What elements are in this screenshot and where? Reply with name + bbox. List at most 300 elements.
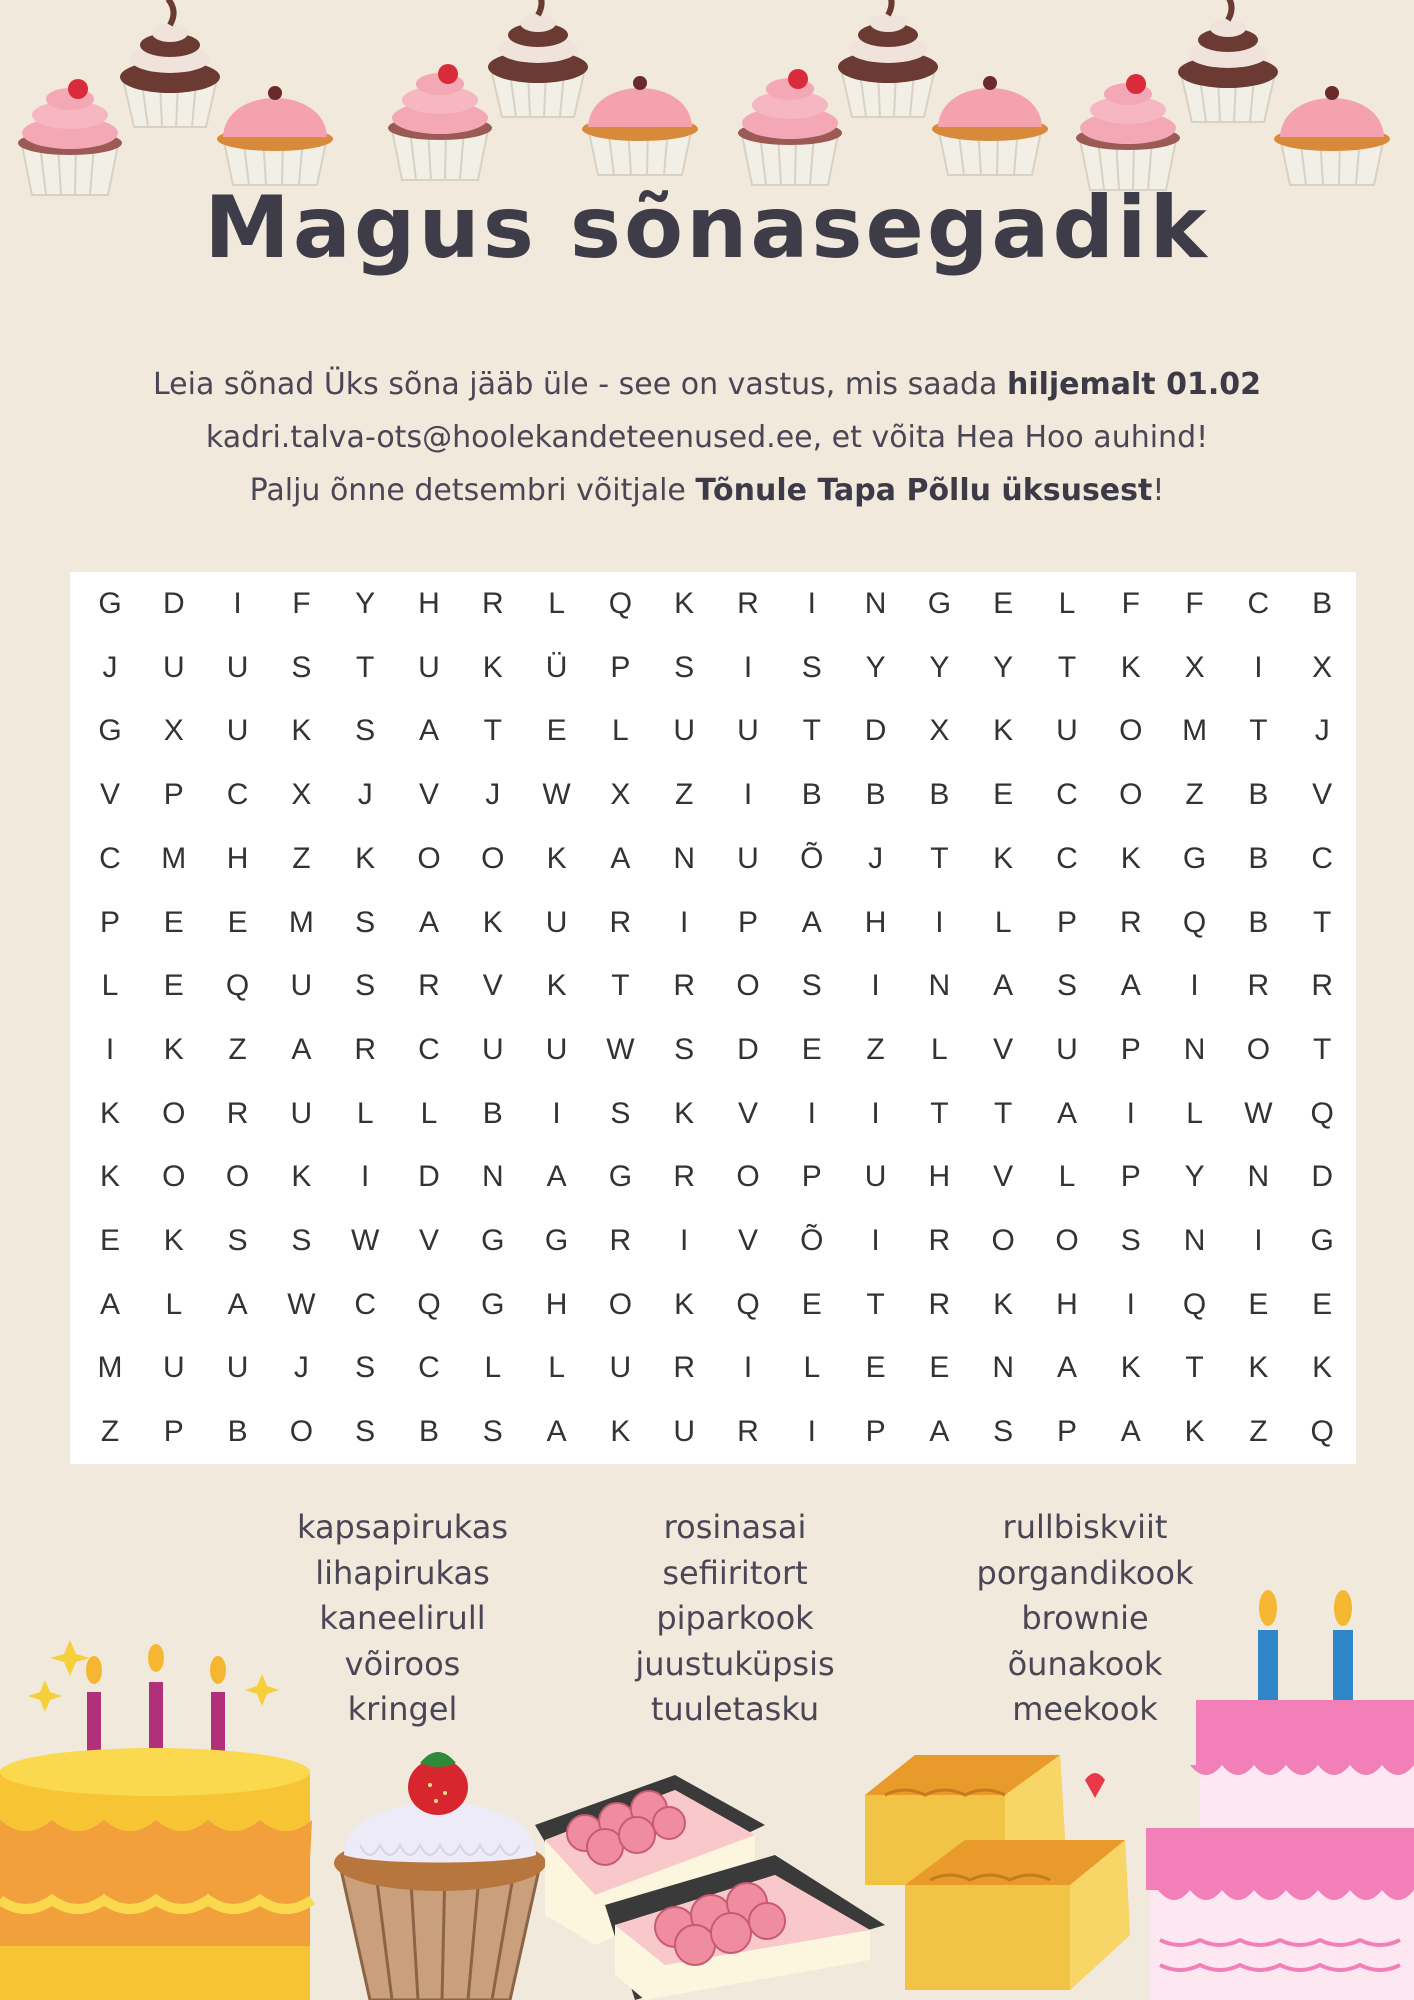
grid-letter: S: [355, 1351, 376, 1385]
grid-letter: I: [361, 1160, 370, 1194]
grid-letter: E: [801, 1032, 822, 1066]
grid-letter: S: [291, 650, 312, 684]
grid-letter: U: [481, 1032, 504, 1066]
grid-letter: E: [163, 969, 184, 1003]
grid-letter: M: [161, 841, 187, 875]
grid-letter: C: [418, 1351, 440, 1385]
grid-letter: E: [801, 1287, 822, 1321]
grid-letter: G: [481, 1287, 505, 1321]
grid-letter: I: [105, 1032, 115, 1066]
grid-letter: P: [737, 905, 758, 939]
grid-letter: T: [866, 1287, 885, 1321]
grid-letter: K: [546, 969, 567, 1003]
grid-letter: C: [1311, 841, 1334, 875]
grid-letter: H: [1056, 1287, 1078, 1321]
grid-letter: A: [1056, 1351, 1077, 1385]
grid-letter: L: [994, 905, 1012, 939]
grid-letter: L: [548, 587, 565, 620]
grid-letter: O: [1119, 778, 1143, 812]
grid-letter: D: [1311, 1160, 1334, 1194]
grid-letter: P: [865, 1415, 886, 1449]
grid-letter: V: [993, 1032, 1014, 1066]
word-item: rullbiskviit: [1002, 1508, 1168, 1546]
grid-letter: I: [743, 778, 753, 812]
grid-letter: Q: [736, 1287, 760, 1321]
grid-letter: O: [608, 1287, 633, 1321]
grid-letter: O: [1246, 1032, 1271, 1066]
grid-letter: N: [1183, 1032, 1206, 1066]
grid-letter: R: [1247, 969, 1270, 1003]
grid-letter: J: [102, 650, 118, 684]
word-item: brownie: [1021, 1599, 1149, 1637]
grid-letter: S: [801, 969, 822, 1003]
grid-letter: H: [545, 1287, 568, 1321]
grid-letter: U: [226, 1351, 249, 1385]
grid-letter: R: [226, 1096, 249, 1130]
grid-letter: N: [481, 1160, 504, 1194]
grid-letter: J: [293, 1351, 309, 1385]
grid-letter: Q: [1310, 1415, 1334, 1449]
grid-letter: T: [356, 650, 375, 684]
word-item: kringel: [347, 1690, 458, 1728]
grid-letter: U: [673, 714, 696, 748]
grid-letter: S: [801, 650, 822, 684]
grid-letter: K: [99, 1096, 120, 1130]
grid-letter: S: [355, 969, 376, 1003]
grid-letter: L: [931, 1032, 948, 1066]
grid-letter: I: [871, 969, 880, 1003]
grid-letter: R: [928, 1224, 951, 1257]
grid-letter: S: [610, 1096, 631, 1130]
grid-letter: P: [801, 1160, 822, 1194]
grid-letter: K: [291, 1160, 312, 1194]
grid-letter: A: [1120, 969, 1141, 1003]
grid-letter: I: [743, 650, 753, 684]
grid-letter: Õ: [800, 1224, 824, 1257]
grid-letter: C: [226, 778, 249, 812]
grid-letter: K: [291, 714, 312, 748]
instructions-line-2: kadri.talva-ots@hoolekandeteenused.ee, et võita Hea Hoo auhind!: [205, 420, 1209, 455]
grid-letter: K: [674, 1096, 695, 1130]
grid-letter: O: [736, 969, 760, 1003]
grid-letter: O: [991, 1224, 1015, 1257]
grid-letter: I: [1254, 650, 1263, 684]
grid-letter: X: [929, 714, 950, 748]
grid-letter: Z: [1249, 1415, 1268, 1449]
grid-letter: M: [1182, 714, 1208, 748]
grid-letter: U: [737, 714, 759, 748]
grid-letter: I: [807, 1096, 816, 1130]
grid-letter: L: [420, 1096, 438, 1130]
grid-letter: K: [993, 1287, 1014, 1321]
instructions-text: Leia sõnad Üks sõna jääb üle - see on vastus, mis saada: [152, 367, 1007, 402]
grid-letter: Z: [100, 1415, 120, 1449]
grid-letter: I: [1190, 969, 1199, 1003]
grid-letter: J: [868, 841, 884, 875]
grid-letter: H: [226, 841, 249, 875]
grid-letter: N: [864, 587, 887, 620]
grid-letter: D: [864, 714, 887, 748]
grid-letter: E: [546, 714, 567, 748]
grid-letter: K: [1248, 1351, 1269, 1385]
grid-letter: V: [737, 1096, 758, 1130]
word-item: juustuküpsis: [635, 1644, 835, 1683]
grid-letter: L: [1058, 587, 1076, 620]
grid-letter: K: [482, 905, 503, 939]
grid-letter: E: [1312, 1287, 1333, 1321]
grid-letter: P: [1056, 905, 1077, 939]
grid-letter: W: [351, 1224, 380, 1257]
grid-letter: W: [606, 1032, 635, 1066]
grid-letter: U: [1056, 1032, 1078, 1066]
grid-letter: G: [1182, 841, 1207, 875]
pink-layer-cake-icon: [1140, 1560, 1414, 2000]
grid-letter: B: [1248, 841, 1269, 875]
grid-letter: Y: [929, 650, 950, 684]
grid-letter: Y: [1184, 1160, 1205, 1194]
word-item: õunakook: [1007, 1644, 1163, 1683]
instructions-line-1: [100, 358, 1314, 411]
grid-letter: K: [993, 714, 1014, 748]
grid-letter: A: [929, 1415, 950, 1449]
grid-letter: J: [485, 778, 501, 812]
grid-letter: T: [611, 969, 630, 1003]
grid-letter: K: [1184, 1415, 1205, 1449]
grid-letter: X: [1312, 650, 1333, 684]
grid-letter: Õ: [800, 841, 824, 875]
instructions-line-3: [100, 464, 1314, 517]
word-item: porgandikook: [976, 1553, 1194, 1592]
grid-letter: T: [1057, 650, 1077, 684]
word-item: meekook: [1012, 1690, 1158, 1728]
deadline: hiljemalt 01.02: [1006, 367, 1261, 402]
grid-letter: V: [737, 1224, 758, 1257]
grid-letter: X: [163, 714, 184, 748]
grid-letter: S: [674, 1032, 695, 1066]
grid-letter: T: [1185, 1351, 1204, 1385]
grid-letter: K: [1312, 1351, 1333, 1385]
grid-letter: V: [1312, 778, 1333, 812]
grid-letter: D: [162, 587, 185, 620]
grid-letter: U: [290, 969, 313, 1003]
grid-letter: A: [291, 1032, 312, 1066]
grid-letter: Y: [355, 587, 376, 620]
grid-letter: I: [807, 587, 816, 620]
grid-letter: X: [610, 778, 631, 812]
grid-letter: I: [871, 1096, 880, 1130]
grid-letter: E: [99, 1224, 120, 1257]
grid-letter: I: [680, 1224, 689, 1257]
grid-letter: S: [355, 905, 376, 939]
grid-letter: P: [1120, 1032, 1141, 1066]
grid-letter: Q: [417, 1287, 441, 1321]
word-item: kaneelirull: [319, 1599, 486, 1637]
grid-letter: Z: [675, 778, 694, 812]
grid-letter: B: [865, 778, 886, 812]
grid-letter: A: [1120, 1415, 1141, 1449]
grid-letter: U: [290, 1096, 313, 1130]
grid-letter: Q: [1310, 1096, 1334, 1130]
grid-letter: T: [1249, 714, 1268, 748]
grid-letter: V: [482, 969, 503, 1003]
grid-letter: C: [418, 1032, 440, 1066]
grid-letter: Ü: [545, 650, 568, 684]
grid-letter: K: [99, 1160, 120, 1194]
grid-letter: Z: [228, 1032, 247, 1066]
word-search-grid: [70, 572, 1356, 1464]
raspberry-pie-icon: [525, 1735, 895, 2000]
grid-letter: K: [1120, 1351, 1141, 1385]
grid-letter: L: [1186, 1096, 1203, 1130]
grid-letter: B: [482, 1096, 503, 1130]
sugar-cake-icon: [855, 1735, 1145, 2000]
grid-letter: O: [1119, 714, 1143, 748]
grid-letter: K: [355, 841, 376, 875]
grid-letter: V: [418, 1224, 439, 1257]
grid-letter: Y: [993, 650, 1014, 684]
grid-letter: K: [482, 650, 503, 684]
grid-letter: Z: [1185, 778, 1204, 812]
grid-letter: O: [1055, 1224, 1079, 1257]
grid-letter: U: [737, 841, 759, 875]
grid-letter: V: [993, 1160, 1014, 1194]
grid-letter: Z: [866, 1032, 885, 1066]
grid-letter: S: [1120, 1224, 1141, 1257]
grid-letter: Q: [1182, 905, 1207, 939]
grid-letter: I: [743, 1351, 753, 1385]
grid-letter: C: [99, 841, 121, 875]
grid-letter: U: [609, 1351, 632, 1385]
grid-letter: T: [930, 1096, 949, 1130]
grid-letter: R: [609, 1224, 632, 1257]
grid-letter: U: [162, 650, 185, 684]
grid-letter: T: [802, 714, 821, 748]
grid-letter: Q: [608, 587, 633, 620]
grid-letter: X: [1184, 650, 1205, 684]
grid-letter: G: [927, 587, 952, 620]
cupcake-border: [0, 0, 1414, 200]
grid-letter: S: [227, 1224, 248, 1257]
grid-letter: Z: [292, 841, 311, 875]
winner-name: Tõnule Tapa Põllu üksusest: [695, 473, 1153, 508]
grid-letter: H: [928, 1160, 951, 1194]
grid-letter: D: [737, 1032, 759, 1066]
grid-letter: R: [609, 905, 632, 939]
grid-letter: A: [1056, 1096, 1077, 1130]
grid-letter: T: [1313, 905, 1332, 939]
grid-letter: D: [418, 1160, 440, 1194]
grid-letter: O: [162, 1096, 186, 1130]
grid-letter: I: [807, 1415, 816, 1449]
grid-letter: G: [608, 1160, 633, 1194]
word-item: rosinasai: [663, 1508, 807, 1546]
grid-letter: R: [481, 587, 504, 620]
grid-letter: A: [546, 1160, 567, 1194]
word-item: piparkook: [656, 1599, 814, 1637]
grid-letter: E: [227, 905, 248, 939]
grid-letter: U: [1056, 714, 1078, 748]
grid-letter: R: [418, 969, 440, 1003]
word-item: lihapirukas: [315, 1553, 490, 1592]
grid-letter: Q: [225, 969, 250, 1003]
grid-letter: R: [673, 1351, 696, 1385]
grid-letter: A: [227, 1287, 248, 1321]
grid-letter: G: [544, 1224, 569, 1257]
grid-letter: C: [1056, 841, 1078, 875]
grid-letter: A: [418, 714, 439, 748]
grid-letter: K: [163, 1224, 184, 1257]
birthday-cake-icon: [0, 1600, 330, 2000]
congrats-end: !: [1152, 473, 1165, 508]
grid-letter: B: [1312, 587, 1333, 620]
grid-letter: J: [357, 778, 373, 812]
grid-letter: K: [674, 587, 695, 620]
congrats-text: Palju õnne detsembri võitjale: [249, 473, 696, 508]
grid-letter: S: [674, 650, 695, 684]
grid-letter: B: [1248, 778, 1269, 812]
grid-letter: W: [542, 778, 571, 812]
word-item: tuuletasku: [650, 1690, 820, 1728]
grid-letter: T: [930, 841, 949, 875]
grid-letter: M: [288, 905, 314, 939]
grid-letter: I: [680, 905, 689, 939]
grid-letter: O: [481, 841, 505, 875]
word-list-column-2: [615, 1505, 855, 1733]
grid-letter: I: [233, 587, 242, 620]
grid-letter: T: [994, 1096, 1013, 1130]
grid-letter: G: [481, 1224, 505, 1257]
grid-letter: I: [871, 1224, 880, 1257]
grid-letter: I: [552, 1096, 561, 1130]
grid-letter: C: [354, 1287, 377, 1321]
grid-letter: W: [1244, 1096, 1273, 1130]
grid-letter: P: [163, 778, 184, 812]
grid-letter: A: [993, 969, 1014, 1003]
grid-letter: K: [1120, 650, 1141, 684]
grid-letter: P: [610, 650, 631, 684]
grid-letter: E: [865, 1351, 886, 1385]
grid-letter: N: [992, 1351, 1015, 1385]
grid-letter: R: [737, 587, 759, 620]
grid-letter: S: [1056, 969, 1077, 1003]
grid-letter: K: [1120, 841, 1141, 875]
grid-letter: U: [864, 1160, 887, 1194]
grid-letter: R: [673, 969, 696, 1003]
word-item: võiroos: [344, 1644, 461, 1683]
grid-letter: S: [993, 1415, 1014, 1449]
grid-letter: C: [1247, 587, 1270, 620]
grid-letter: K: [993, 841, 1014, 875]
grid-letter: U: [418, 650, 440, 684]
grid-letter: B: [418, 1415, 439, 1449]
grid-letter: L: [548, 1351, 565, 1385]
grid-letter: S: [355, 1415, 376, 1449]
grid-letter: Q: [1182, 1287, 1207, 1321]
grid-letter: U: [162, 1351, 185, 1385]
grid-letter: P: [1120, 1160, 1141, 1194]
grid-letter: R: [1119, 905, 1142, 939]
grid-letter: L: [1058, 1160, 1076, 1194]
grid-letter: O: [736, 1160, 760, 1194]
grid-letter: S: [291, 1224, 312, 1257]
grid-letter: T: [1313, 1032, 1332, 1066]
grid-letter: K: [546, 841, 567, 875]
grid-letter: E: [163, 905, 184, 939]
grid-letter: I: [1126, 1287, 1135, 1321]
grid-letter: V: [99, 778, 120, 812]
grid-letter: U: [545, 905, 568, 939]
word-item: sefiiritort: [662, 1553, 808, 1592]
grid-letter: E: [993, 587, 1014, 620]
grid-letter: E: [993, 778, 1014, 812]
grid-letter: G: [1310, 1224, 1334, 1257]
grid-letter: L: [612, 714, 629, 748]
grid-letter: L: [101, 969, 119, 1003]
grid-letter: O: [289, 1415, 314, 1449]
grid-letter: F: [292, 587, 311, 620]
grid-letter: E: [929, 1351, 950, 1385]
grid-letter: N: [673, 841, 696, 875]
grid-letter: B: [227, 1415, 248, 1449]
grid-letter: N: [928, 969, 951, 1003]
grid-letter: U: [673, 1415, 696, 1449]
grid-letter: U: [545, 1032, 568, 1066]
grid-letter: G: [98, 714, 122, 748]
muffin-icon: [330, 1745, 550, 2000]
grid-letter: S: [482, 1415, 503, 1449]
grid-letter: V: [418, 778, 439, 812]
grid-letter: U: [226, 714, 249, 748]
grid-letter: R: [1311, 969, 1334, 1003]
grid-letter: K: [674, 1287, 695, 1321]
grid-letter: O: [417, 841, 441, 875]
grid-letter: E: [1248, 1287, 1269, 1321]
grid-letter: A: [801, 905, 822, 939]
word-item: kapsapirukas: [296, 1508, 509, 1546]
grid-letter: I: [935, 905, 944, 939]
grid-letter: K: [163, 1032, 184, 1066]
grid-letter: R: [737, 1415, 759, 1449]
grid-letter: L: [356, 1096, 374, 1130]
grid-letter: G: [98, 587, 122, 620]
grid-letter: M: [97, 1351, 123, 1385]
grid-letter: O: [162, 1160, 186, 1194]
grid-letter: A: [610, 841, 631, 875]
grid-letter: C: [1056, 778, 1078, 812]
grid-letter: L: [484, 1351, 502, 1385]
page-title: Magus sõnasegadik: [204, 178, 1210, 278]
grid-letter: P: [1056, 1415, 1077, 1449]
grid-letter: U: [226, 650, 249, 684]
grid-letter: S: [355, 714, 376, 748]
grid-letter: P: [163, 1415, 184, 1449]
grid-letter: H: [864, 905, 887, 939]
grid-letter: N: [1183, 1224, 1206, 1257]
grid-letter: W: [287, 1287, 316, 1321]
grid-letter: J: [1314, 714, 1330, 748]
grid-letter: B: [1248, 905, 1269, 939]
grid-letter: Y: [865, 650, 886, 684]
grid-letter: B: [929, 778, 950, 812]
grid-letter: L: [803, 1351, 821, 1385]
grid-letter: R: [354, 1032, 377, 1066]
grid-letter: O: [225, 1160, 250, 1194]
grid-letter: I: [1126, 1096, 1135, 1130]
grid-letter: H: [418, 587, 440, 620]
grid-letter: X: [291, 778, 312, 812]
grid-letter: R: [673, 1160, 696, 1194]
grid-letter: I: [1254, 1224, 1263, 1257]
